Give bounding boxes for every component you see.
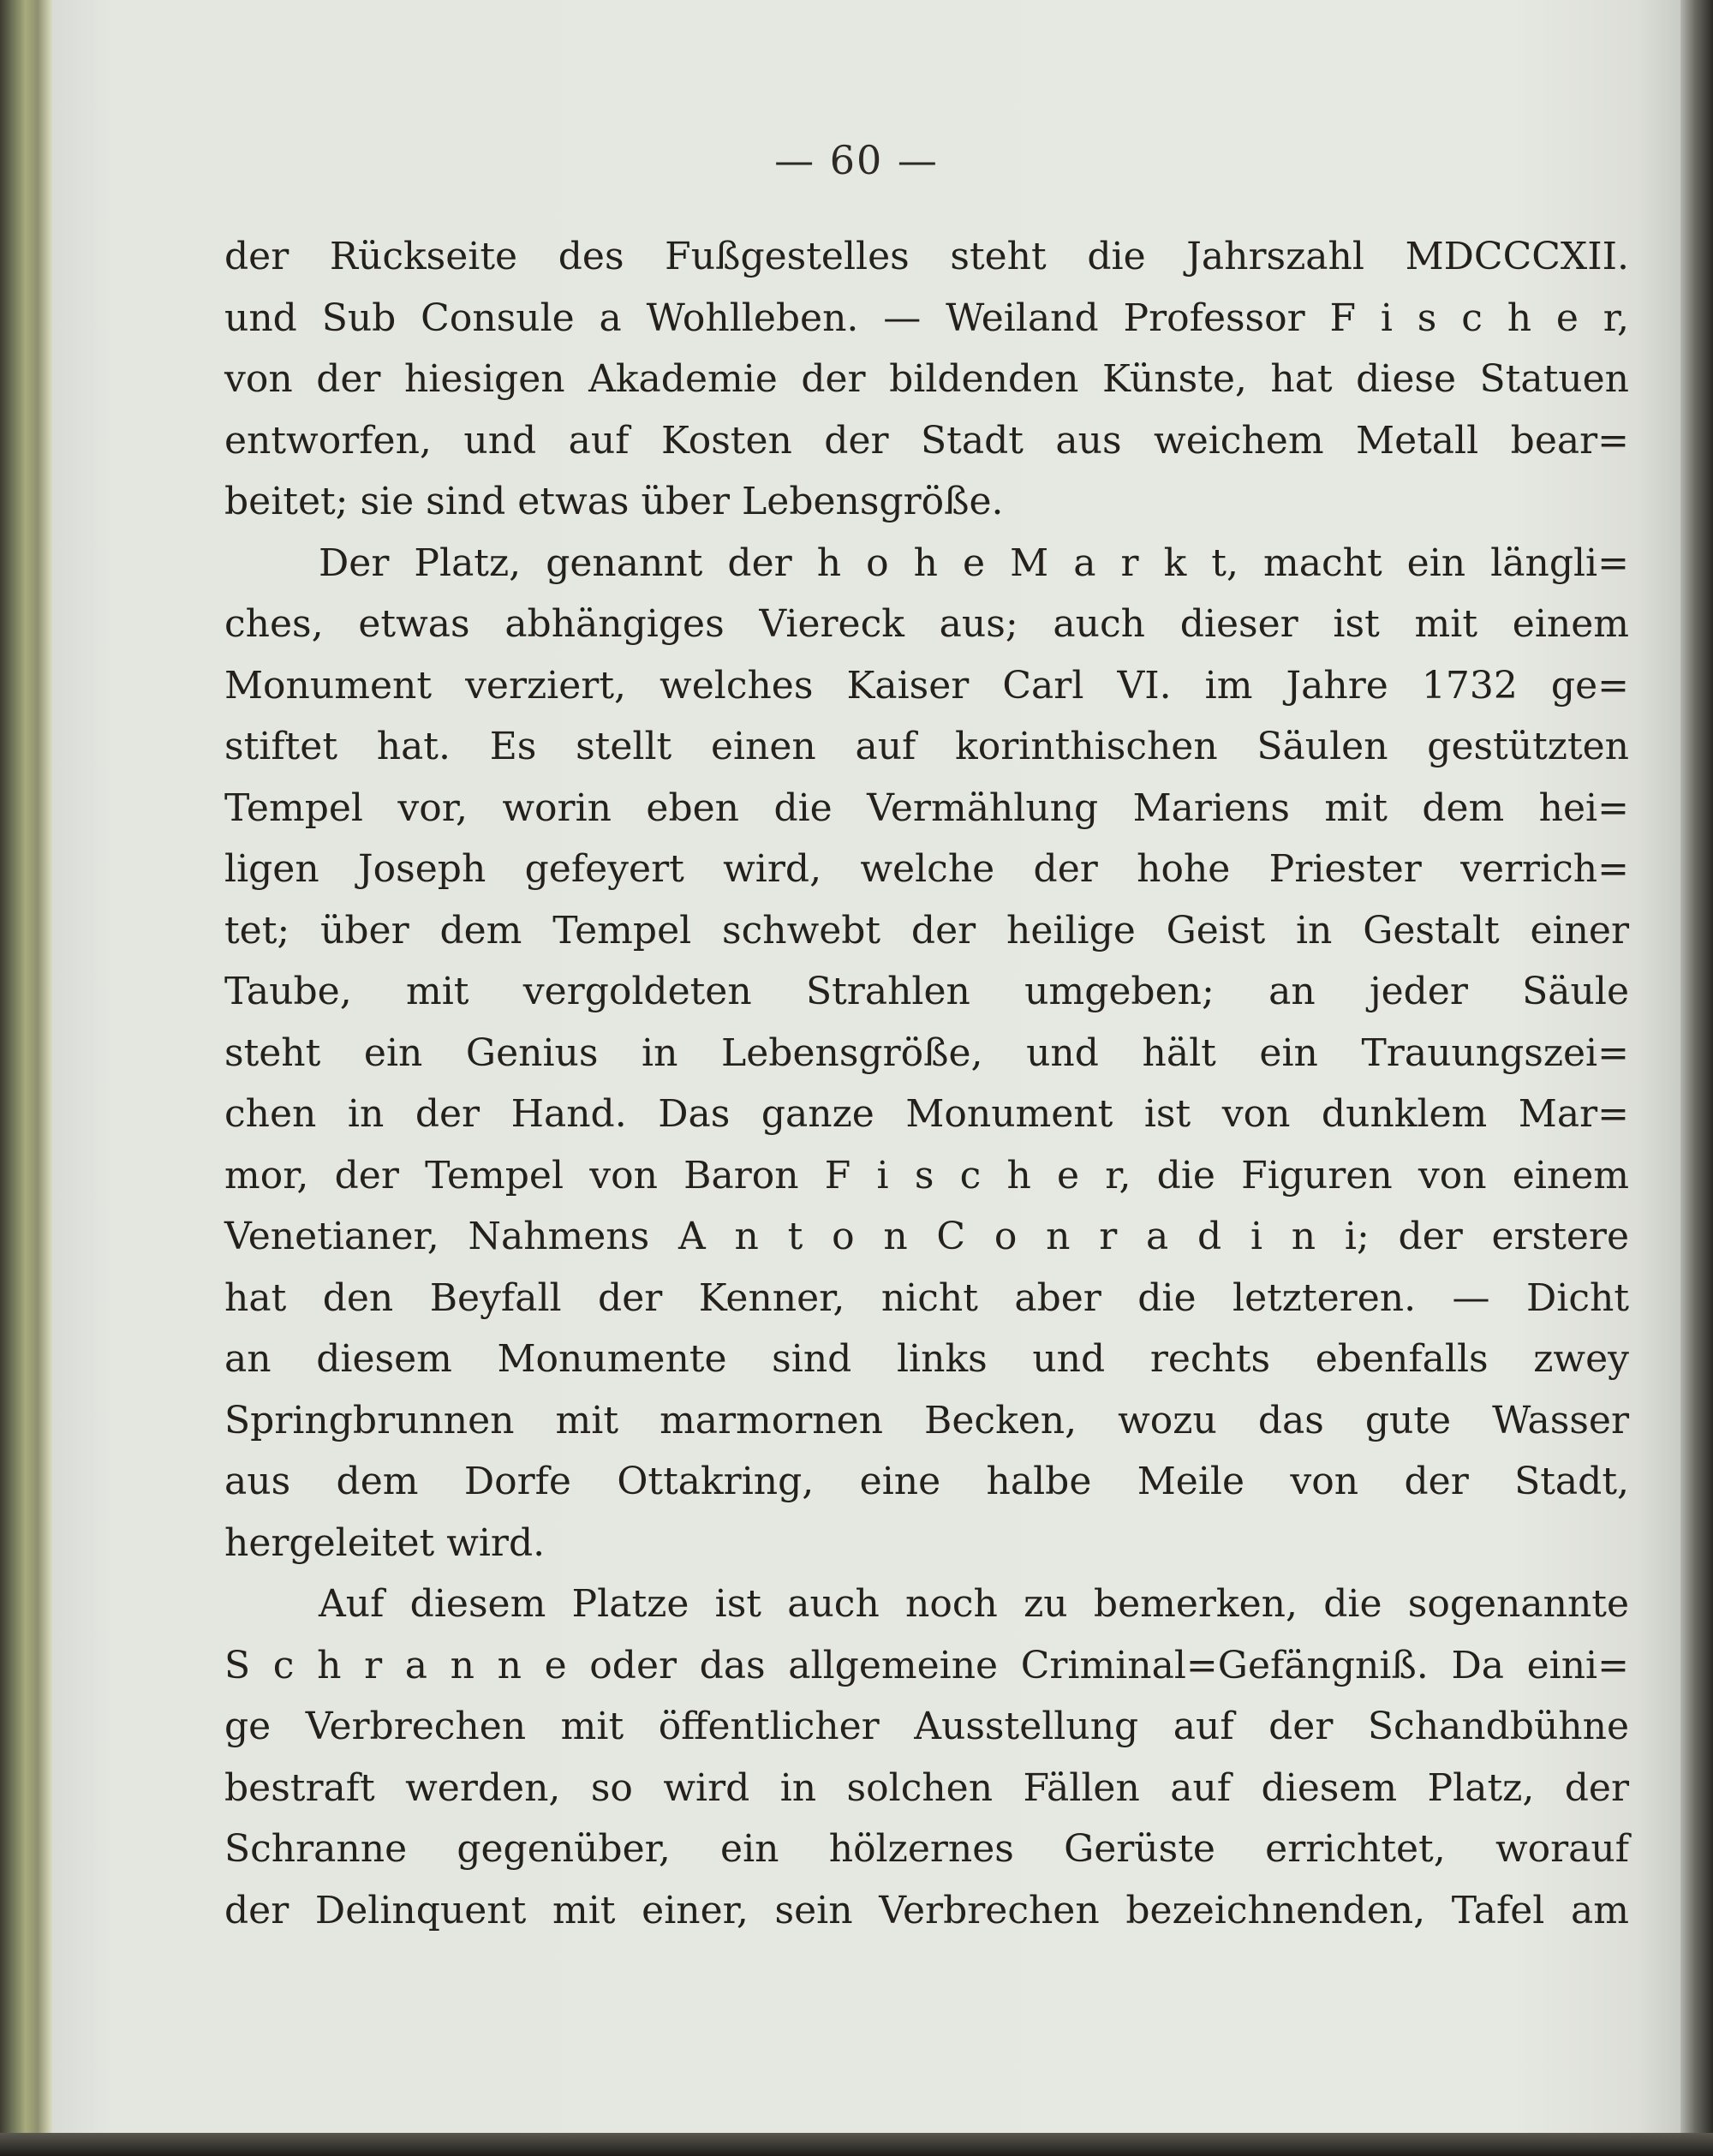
text-line: von der hiesigen Akademie der bildenden Künste, hat diese Statuen — [224, 357, 1629, 401]
text-line: aus dem Dorfe Ottakring, eine halbe Meile von der Stadt, — [224, 1460, 1629, 1503]
text-line: stiftet hat. Es stellt einen auf korinthischen Säulen gestützten — [224, 725, 1629, 768]
text-line: Der Platz, genannt der h o h e M a r k t, macht ein längli= — [319, 540, 1629, 585]
text-line: tet; über dem Tempel schwebt der heilige Geist in Gestalt einer — [224, 908, 1629, 953]
text-line: mor, der Tempel von Baron F i s c h e r, die Figuren von einem — [224, 1153, 1629, 1197]
body-text — [224, 226, 1629, 1941]
text-line: chen in der Hand. Das ganze Monument ist von dunklem Mar= — [224, 1092, 1629, 1136]
text-line: ches, etwas abhängiges Viereck aus; auch dieser ist mit einem — [224, 602, 1629, 646]
text-line: Schranne gegenüber, ein hölzernes Gerüste errichtet, worauf — [224, 1827, 1629, 1871]
text-line: Taube, mit vergoldeten Strahlen umgeben; an jeder Säule — [224, 970, 1629, 1013]
text-line: Tempel vor, worin eben die Vermählung Mariens mit dem hei= — [224, 785, 1629, 830]
text-line: bestraft werden, so wird in solchen Fällen auf diesem Platz, der — [224, 1765, 1629, 1810]
text-line: und Sub Consule a Wohlleben. — Weiland Professor F i s c h e r, — [224, 296, 1629, 340]
text-line: hat den Beyfall der Kenner, nicht aber die letzteren. — Dicht — [224, 1275, 1629, 1320]
text-line: an diesem Monumente sind links und rechts ebenfalls zwey — [224, 1337, 1629, 1381]
text-line: Auf diesem Platze ist auch noch zu bemerken, die sogenannte — [319, 1582, 1629, 1626]
text-line: beitet; sie sind etwas über Lebensgröße. — [224, 480, 1004, 523]
text-line: S c h r a n n e oder das allgemeine Criminal=Gefängniß. Da eini= — [224, 1643, 1629, 1687]
text-line: der Rückseite des Fußgestelles steht die Jahrszahl MDCCCXII. — [224, 235, 1629, 278]
book-spine-edge — [0, 0, 53, 2156]
text-line: entworfen, und auf Kosten der Stadt aus weichem Metall bear= — [224, 418, 1629, 463]
text-line: Venetianer, Nahmens A n t o n C o n r a d i n i; der erstere — [224, 1215, 1629, 1258]
text-line: der Delinquent mit einer, sein Verbrechen bezeichnenden, Tafel am — [224, 1888, 1629, 1932]
page-number: — 60 — — [774, 137, 939, 183]
text-line: ge Verbrechen mit öffentlicher Ausstellung auf der Schandbühne — [224, 1705, 1629, 1748]
text-line: steht ein Genius in Lebensgröße, und hält ein Trauungszei= — [224, 1030, 1629, 1075]
text-line: Monument verziert, welches Kaiser Carl VI. im Jahre 1732 ge= — [224, 663, 1629, 708]
text-line: hergeleitet wird. — [224, 1520, 546, 1565]
text-line: ligen Joseph gefeyert wird, welche der hohe Priester verrich= — [224, 847, 1629, 891]
page-right-edge — [1680, 0, 1713, 2156]
page-bottom-edge — [0, 2133, 1713, 2156]
text-line: Springbrunnen mit marmornen Becken, wozu das gute Wasser — [224, 1398, 1629, 1442]
